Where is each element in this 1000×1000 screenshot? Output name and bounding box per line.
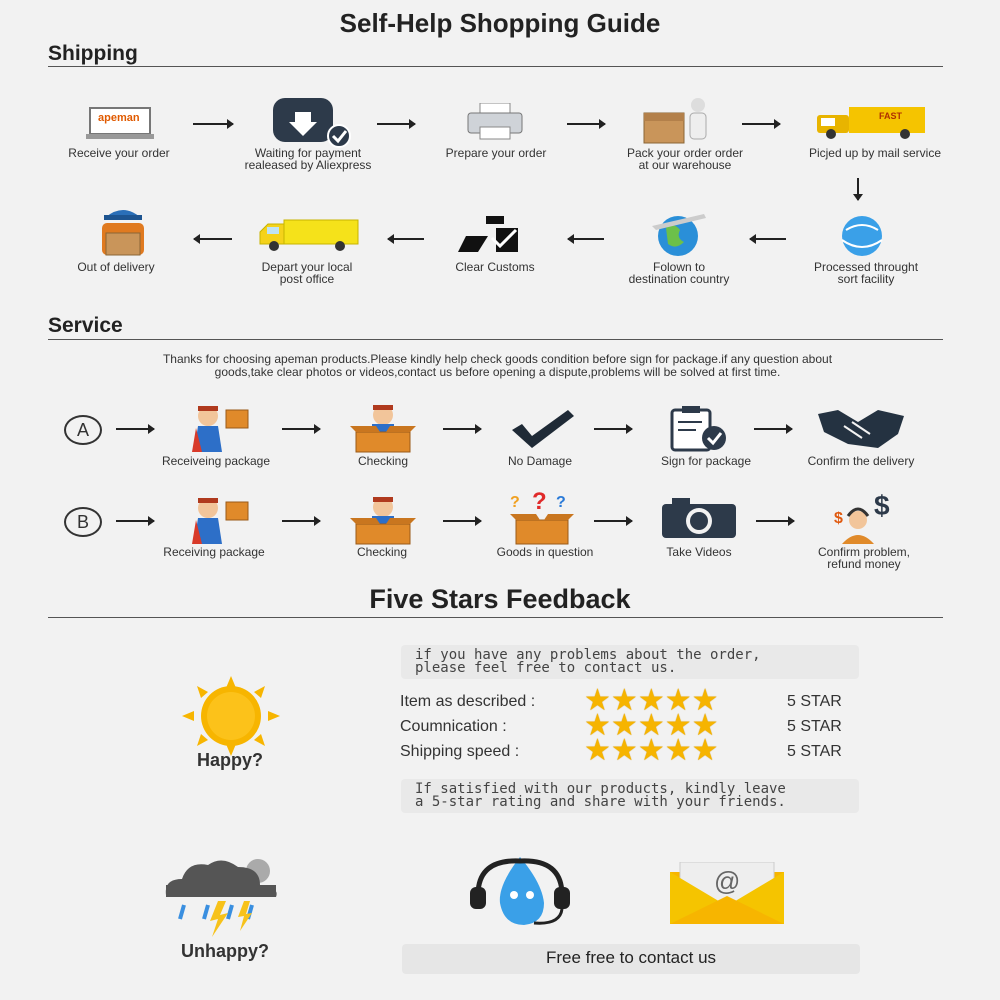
star-icon: ★: [664, 684, 692, 717]
question-mark: ?: [532, 488, 547, 515]
step-a-confirm: Confirm the delivery: [807, 454, 915, 468]
feedback-heading: Five Stars Feedback: [369, 584, 631, 614]
star-icon: ★: [584, 734, 611, 767]
rating-value-item: 5 STAR: [787, 693, 842, 710]
flow-arrow: [282, 428, 320, 430]
star-icon: ★: [584, 709, 611, 742]
feedback-bottom-note: If satisfied with our products, kindly leave a 5-star rating and share with your friends.: [401, 779, 859, 813]
flow-arrow: [594, 520, 632, 522]
service-intro: Thanks for choosing apeman products.Please kindly help check goods condition before sign for package.if any question about goods,take clear photos or videos,contact us before opening a dispute,problems will be solved at first time.: [162, 352, 833, 379]
person-in-box-icon: [350, 494, 416, 551]
step-pack-order: Pack your order order at our warehouse: [626, 146, 744, 172]
person-receiving-box-icon: [190, 404, 256, 459]
service-heading: Service: [48, 314, 123, 337]
clipboard-check-icon: [668, 406, 732, 457]
step-flown-destination: Folown to destination country: [628, 260, 730, 286]
question-mark: ?: [510, 494, 520, 511]
flow-arrow-left: [568, 238, 604, 240]
contact-us-banner[interactable]: Free free to contact us: [402, 944, 860, 974]
at-symbol: @: [714, 866, 741, 896]
flow-arrow-left: [388, 238, 424, 240]
rating-value-communication: 5 STAR: [787, 718, 842, 735]
step-clear-customs: Clear Customs: [455, 260, 535, 274]
yellow-truck-icon: [258, 218, 360, 257]
customs-officer-icon: [458, 214, 524, 259]
person-receiving-box-icon: [190, 496, 256, 551]
flow-arrow: [594, 428, 632, 430]
step-out-of-delivery: Out of delivery: [77, 260, 155, 274]
flow-arrow: [193, 123, 233, 125]
page-title: Self-Help Shopping Guide: [339, 8, 661, 38]
step-b-confirm-refund: Confirm problem, refund money: [817, 545, 911, 571]
star-icon: ★: [691, 684, 719, 717]
headset-support-icon: [468, 855, 572, 936]
star-icon: ★: [691, 709, 719, 742]
step-b-receiving: Receiving package: [163, 545, 265, 559]
rating-value-shipping: 5 STAR: [787, 743, 842, 760]
step-b-take-videos: Take Videos: [666, 545, 732, 559]
question-mark: ?: [556, 494, 566, 511]
box-question-marks-icon: [508, 488, 576, 551]
row-b-marker: B: [64, 507, 102, 537]
flow-arrow: [443, 428, 481, 430]
star-icon: ★: [584, 684, 611, 717]
step-b-goods-question: Goods in question: [496, 545, 594, 559]
printer-icon: [466, 103, 524, 146]
flow-arrow: [116, 428, 154, 430]
step-picked-up: Picjed up by mail service: [808, 146, 942, 160]
package-worker-icon: [642, 97, 714, 150]
flow-arrow: [443, 520, 481, 522]
shipping-heading: Shipping: [48, 42, 138, 65]
checkmark-icon: [508, 408, 578, 453]
step-b-checking: Checking: [356, 545, 408, 559]
shipping-divider: [48, 66, 943, 67]
step-waiting-payment: Waiting for payment realeased by Aliexpress: [244, 146, 372, 172]
flow-arrow: [377, 123, 415, 125]
dollar-sign-small: $: [834, 510, 843, 527]
camera-icon: [660, 498, 738, 545]
step-receive-order: Receive your order: [68, 146, 170, 160]
step-a-receiving: Receiveing package: [161, 454, 271, 468]
support-agent-dollar-icon: [828, 490, 904, 551]
flow-arrow-left: [194, 238, 232, 240]
star-icon: ★: [691, 734, 719, 767]
globe-plane-icon: [646, 210, 710, 263]
star-icon: ★: [610, 709, 638, 742]
laptop-apeman-icon: [86, 106, 156, 145]
apeman-brand: apeman: [98, 112, 140, 124]
flow-arrow-down: [857, 178, 859, 200]
sun-icon: [170, 676, 292, 761]
email-envelope-icon: [670, 862, 784, 929]
star-icon: ★: [664, 709, 692, 742]
dollar-sign-large: $: [874, 490, 890, 521]
step-a-checking: Checking: [357, 454, 409, 468]
rating-label-item: Item as described :: [400, 693, 536, 710]
fast-delivery-truck-icon: [815, 107, 927, 144]
star-icon: ★: [637, 684, 665, 717]
rating-stars-shipping: [584, 734, 719, 767]
flow-arrow: [567, 123, 605, 125]
flow-arrow: [282, 520, 320, 522]
service-divider: [48, 339, 943, 340]
feedback-divider: [48, 617, 943, 618]
globe-sort-icon: [832, 214, 892, 263]
storm-cloud-icon: [160, 855, 284, 942]
rating-label-shipping: Shipping speed :: [400, 743, 520, 760]
star-icon: ★: [637, 734, 665, 767]
star-icon: ★: [610, 734, 638, 767]
flow-arrow: [742, 123, 780, 125]
star-icon: ★: [664, 734, 692, 767]
flow-arrow-left: [750, 238, 786, 240]
truck-fast-text: FAST: [879, 111, 903, 121]
handshake-icon: [818, 404, 904, 455]
payment-dollar-icon: [273, 98, 353, 153]
person-in-box-icon: [350, 402, 416, 459]
step-sort-facility: Processed throught sort facility: [813, 260, 919, 286]
flow-arrow: [754, 428, 792, 430]
feedback-top-note: if you have any problems about the order, please feel free to contact us.: [401, 645, 859, 679]
rating-label-communication: Coumnication :: [400, 718, 507, 735]
row-a-marker: A: [64, 415, 102, 445]
star-icon: ★: [637, 709, 665, 742]
step-a-no-damage: No Damage: [507, 454, 573, 468]
happy-label: Happy?: [196, 750, 263, 770]
star-icon: ★: [610, 684, 638, 717]
step-prepare-order: Prepare your order: [445, 146, 547, 160]
step-depart-post-office: Depart your local post office: [261, 260, 353, 286]
step-a-sign: Sign for package: [660, 454, 752, 468]
unhappy-label: Unhappy?: [181, 941, 269, 961]
flow-arrow: [116, 520, 154, 522]
flow-arrow: [756, 520, 794, 522]
courier-with-box-icon: [92, 205, 154, 262]
